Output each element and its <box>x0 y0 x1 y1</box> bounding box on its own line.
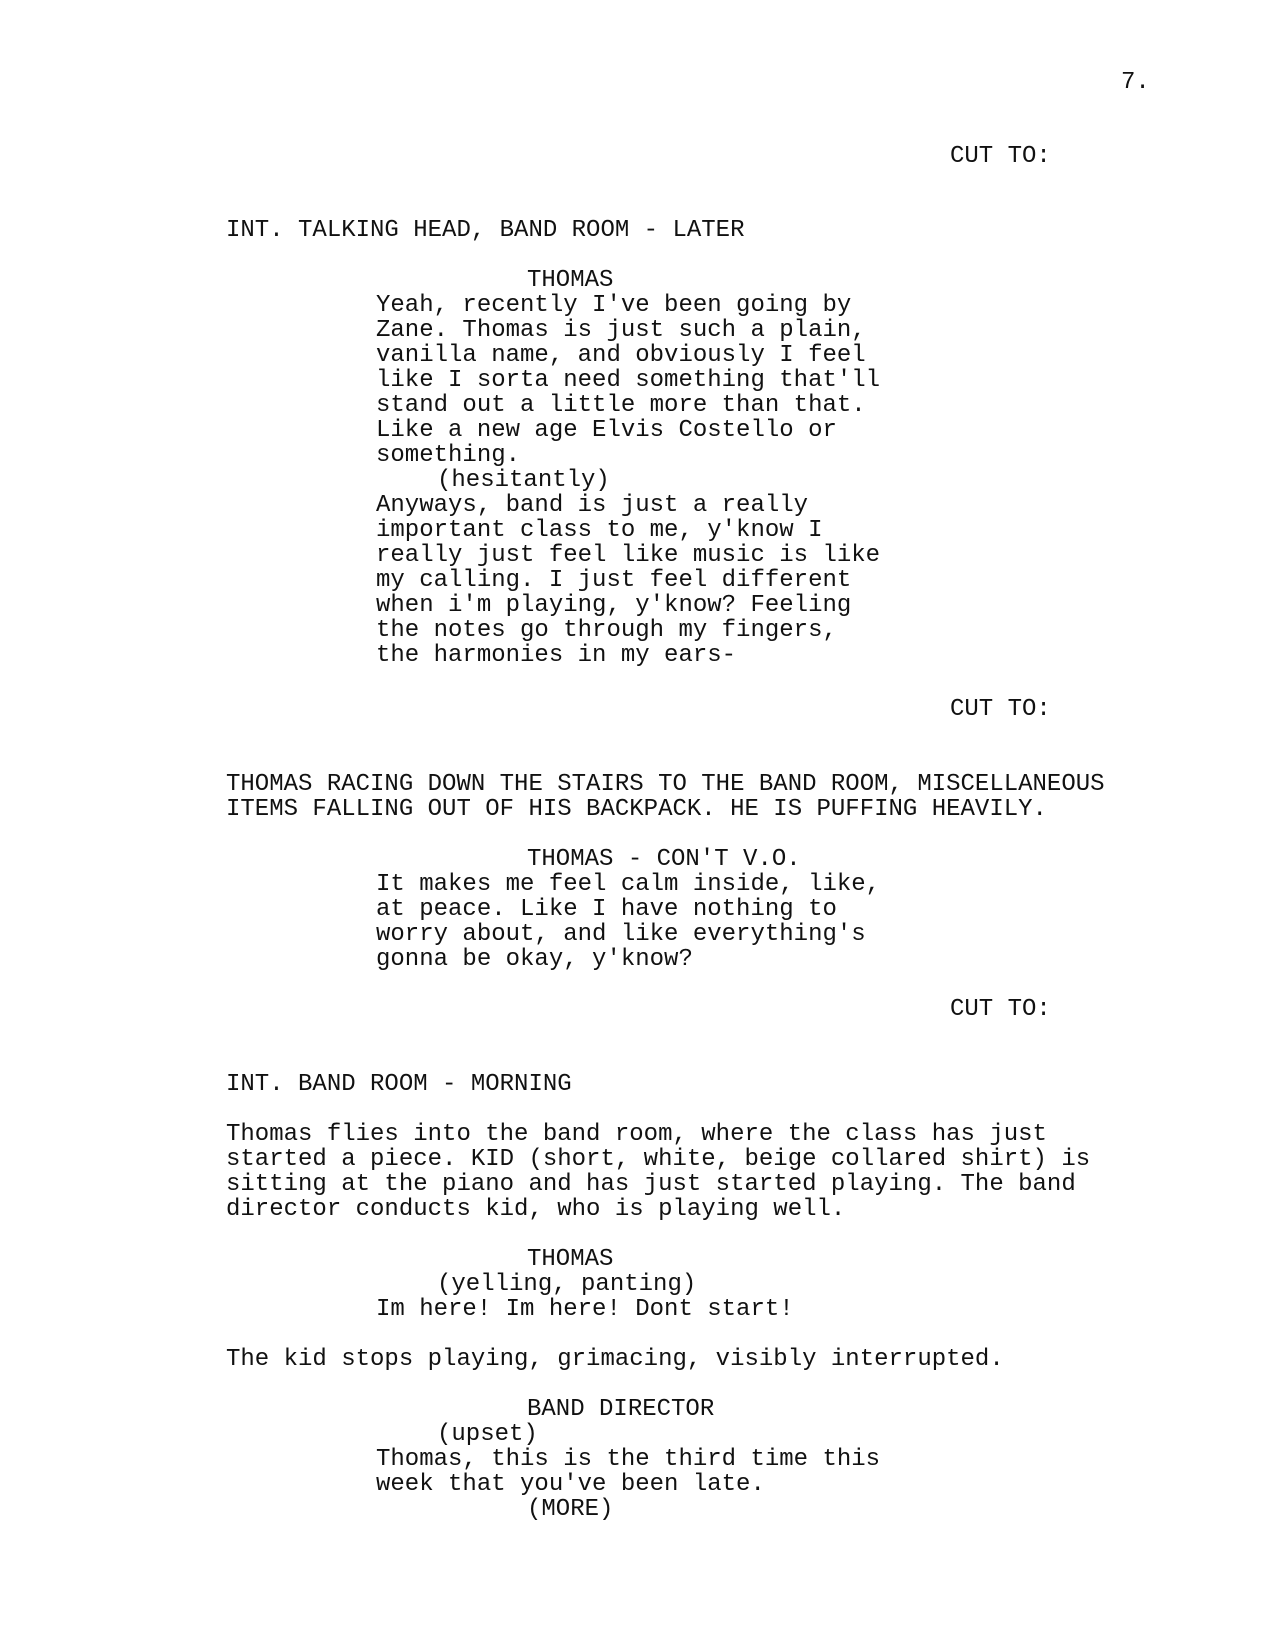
dialogue-line: something. <box>376 442 521 469</box>
dialogue-line: Like a new age Elvis Costello or <box>376 417 837 444</box>
transition: CUT TO: <box>950 143 1051 170</box>
parenthetical: (hesitantly) <box>437 467 610 494</box>
dialogue-line: worry about, and like everything's <box>376 921 866 948</box>
dialogue-line: Im here! Im here! Dont start! <box>376 1296 794 1323</box>
dialogue-line: my calling. I just feel different <box>376 567 852 594</box>
transition: CUT TO: <box>950 996 1051 1023</box>
parenthetical: (yelling, panting) <box>437 1271 697 1298</box>
dialogue-line: the harmonies in my ears- <box>376 642 737 669</box>
action-line: director conducts kid, who is playing well. <box>226 1196 846 1223</box>
dialogue-line: like I sorta need something that'll <box>376 367 881 394</box>
action-line: The kid stops playing, grimacing, visibly interrupted. <box>226 1346 1004 1373</box>
dialogue-line: Anyways, band is just a really <box>376 492 809 519</box>
dialogue-line: stand out a little more than that. <box>376 392 866 419</box>
action-line: started a piece. KID (short, white, beige collared shirt) is <box>226 1146 1091 1173</box>
action-line: THOMAS RACING DOWN THE STAIRS TO THE BAND ROOM, MISCELLANEOUS <box>226 771 1105 798</box>
dialogue-line: week that you've been late. <box>376 1471 765 1498</box>
character-name: THOMAS <box>527 1246 614 1273</box>
dialogue-line: when i'm playing, y'know? Feeling <box>376 592 852 619</box>
transition: CUT TO: <box>950 696 1051 723</box>
dialogue-line: gonna be okay, y'know? <box>376 946 693 973</box>
parenthetical: (upset) <box>437 1421 538 1448</box>
dialogue-line: at peace. Like I have nothing to <box>376 896 837 923</box>
scene-heading: INT. TALKING HEAD, BAND ROOM - LATER <box>226 217 745 244</box>
page-number: 7. <box>1121 69 1150 96</box>
dialogue-line: the notes go through my fingers, <box>376 617 837 644</box>
character-name: THOMAS <box>527 267 614 294</box>
character-name: THOMAS - CON'T V.O. <box>527 846 801 873</box>
dialogue-line: important class to me, y'know I <box>376 517 823 544</box>
character-name: BAND DIRECTOR <box>527 1396 715 1423</box>
dialogue-line: Yeah, recently I've been going by <box>376 292 852 319</box>
action-line: Thomas flies into the band room, where the class has just <box>226 1121 1047 1148</box>
action-line: ITEMS FALLING OUT OF HIS BACKPACK. HE IS PUFFING HEAVILY. <box>226 796 1047 823</box>
dialogue-line: vanilla name, and obviously I feel <box>376 342 866 369</box>
scene-heading: INT. BAND ROOM - MORNING <box>226 1071 572 1098</box>
dialogue-line: Zane. Thomas is just such a plain, <box>376 317 866 344</box>
dialogue-line: Thomas, this is the third time this <box>376 1446 881 1473</box>
dialogue-line: really just feel like music is like <box>376 542 881 569</box>
more-marker: (MORE) <box>527 1496 614 1523</box>
dialogue-line: It makes me feel calm inside, like, <box>376 871 881 898</box>
action-line: sitting at the piano and has just started playing. The band <box>226 1171 1076 1198</box>
